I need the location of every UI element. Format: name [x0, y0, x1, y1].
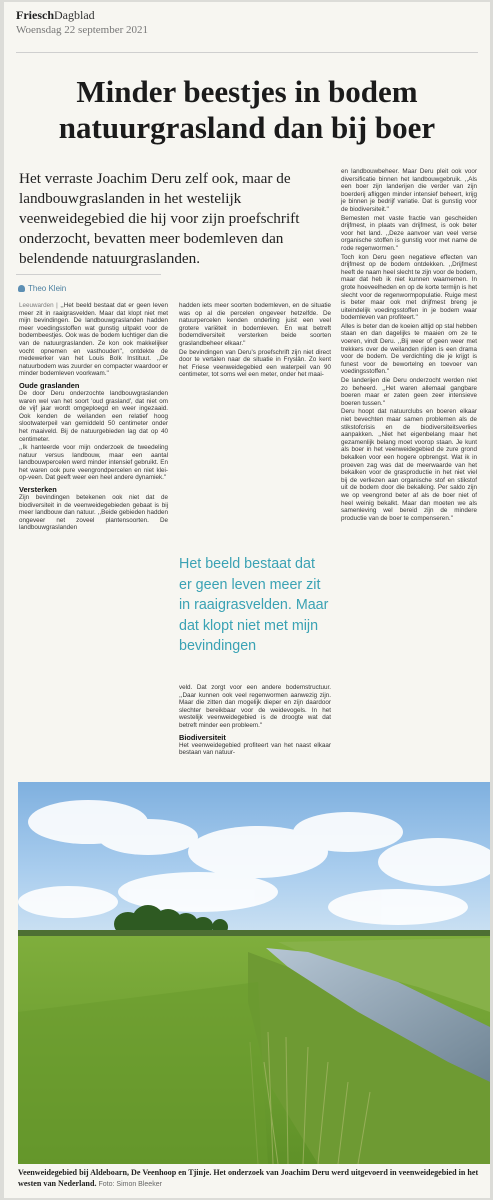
author-icon — [18, 285, 25, 292]
intro-paragraph: Het verraste Joachim Deru zelf ook, maar de landbouwgraslanden in het westelijk veenweidegebied die hij voor zijn proefschrift onderzocht, bevatten meer bodemleven dan belendende natuurgraslanden. — [19, 170, 300, 267]
dateline: Leeuwarden | — [19, 302, 61, 309]
paragraph: De door Deru onderzochte landbouwgraslanden waren wel van het soort 'oud grasland', dat niet om de vijf jaar wordt omgeploegd en weer ingezaaid. Ook kenden de weilanden een relatief hoog slootwaterpeil van gemiddeld 50 centimeter onder het maaiveld. Bij de natuurgebieden lag dat op 40 centimeter. — [19, 389, 168, 443]
headline-line-2: natuurgrasland dan bij boer — [58, 110, 436, 145]
column-1 — [19, 302, 168, 533]
paragraph: Deru hoopt dat natuurclubs en boeren elkaar niet bevechten maar samen problemen als de stikstofcrisis en de biodiversiteitsverlies aanpakken. ,,Niet het eigenbelang maar het gezamenlijk belang moet voorop staan. Je kunt als boer in het veenweidegebied de zure grond bekalken voor een hogere opbrengst. Wat ik in proeven zag was dat de meerwaarde van het bekalken voor de grasproductie in het niet viel bij de verliezen aan organische stof en stikstof uit de bodem door die bekalking. Per saldo zijn we op veengrond beter af als de boer niet of heel weinig bekalkt. Maar dan moeten we als samenleving wel bereid zijn de mindere productie van de boer te compenseren.'' — [341, 408, 477, 522]
photo-credit: Foto: Simon Bleeker — [98, 1180, 162, 1188]
subheading: Biodiversiteit — [179, 732, 226, 742]
pull-quote: Het beeld bestaat dat er geen leven meer zit in raaigrasvelden. Maar dat klopt niet met mijn bevindingen — [179, 556, 329, 654]
paragraph: Bemesten met vaste fractie van gescheiden drijfmest, in plaats van drijfmest, is ook beter voor het land. ,,Deze aanvoer van veel verse organische stoffen is gunstig voor met name de rode regenwormen.'' — [341, 214, 477, 252]
byline — [18, 284, 66, 293]
photo-caption — [18, 1168, 488, 1190]
headline-line-1: Minder beestjes in bodem — [76, 74, 418, 109]
paragraph: veld. Dat zorgt voor een andere bodemstructuur. ,,Daar kunnen ook veel regenwormen aanwezig zijn. Maar die zitten dan mogelijk dieper en zijn daardoor slechter bereikbaar voor de weidevogels. In het westelijk veenweidegebied is de droogte wat dat betreft minder een probleem.'' — [179, 684, 331, 729]
issue-date: Woensdag 22 september 2021 — [16, 24, 148, 36]
paragraph: Toch kon Deru geen negatieve effecten van drijfmest op de bodem ontdekken. ,,Drijfmest heeft de naam heel slecht te zijn voor de bodem, maar dat heb ik niet kunnen waarnemen. In grote hoeveelheden en op de korte termijn is het slecht voor de regenwormpopulatie. Ruige mest is beter maar ook met drijfmest breng je uiteindelijk voedingsstoffen in je bodem waar bodemleven van profiteert.'' — [341, 253, 477, 322]
column-2-bottom — [179, 684, 331, 758]
masthead — [16, 8, 148, 36]
foreground-grass — [18, 982, 268, 1164]
paragraph: hadden iets meer soorten bodemleven, en de situatie was op al die percelen ongeveer hetzelfde. De natuurpercelen kenden onderling juist een veel grotere variëteit in bodemleven. En wat betreft bodemdiversiteit versterken beide soorten graslandbeheer elkaar.'' — [179, 302, 331, 347]
author-name: Theo Klein — [28, 284, 67, 293]
byline-rule — [16, 274, 161, 275]
column-2-top — [179, 302, 331, 380]
paragraph: De bevindingen van Deru's proefschrift zijn niet direct door te vertalen naar de situatie in Fryslân. Zo kent het Friese veenweidegebied een waterpeil van 90 centimeter, tot soms wel een meter, onder het maai- — [179, 348, 331, 379]
paragraph: Alles is beter dan de koeien altijd op stal hebben staan en dan dagelijks te maaien om ze te voeren, vindt Deru. ,,Bij weer of geen weer met trekkers over de weilanden rijden is een drama voor de bodem. De verdichting die je krijgt is funest voor de bewortelng en toevoer van voedingsstoffen.'' — [341, 322, 477, 376]
top-rule — [16, 52, 478, 53]
article-photo — [18, 782, 490, 1164]
paragraph: en landbouwbeheer. Maar Deru pleit ook voor diversificatie binnen het landbouwgebruik. ,,Als een boer zijn landerijen die verder van zijn boerderij afliggen minder intensief beheert, krijg je binnen je bedrijf variatie. Dat is gunstig voor de biodiversiteit.'' — [341, 168, 477, 213]
column-3 — [341, 168, 477, 523]
paragraph — [19, 302, 168, 378]
paragraph: ,,Ik hanteerde voor mijn onderzoek de tweedeling natuur versus landbouw, maar een aantal landbouwpercelen werd minder intensief gebruikt. En het waren ook pure veengrondpercelen en niet klei-op-veen. Dat geeft weer een heel andere dynamiek.'' — [19, 444, 168, 482]
landscape-photo — [18, 782, 490, 1164]
paper-name-rest: Dagblad — [54, 8, 95, 22]
newspaper-page — [4, 2, 490, 1198]
paragraph: Het veenweidegebied profiteert van het naast elkaar bestaan van natuur- — [179, 741, 331, 757]
headline — [4, 74, 490, 146]
caption-text: Veenweidegebied bij Aldeboarn, De Veenhoop en Tjinje. Het onderzoek van Joachim Deru werd uitgevoerd in veenweidegebied in het westen van Nederland. — [18, 1168, 479, 1188]
paragraph: De landerijen die Deru onderzocht werden niet zo beheerd. ,,Het waren allemaal gangbare boeren maar er zaten geen zeer intensieve boeren tussen.'' — [341, 377, 477, 407]
paper-name-bold: Friesch — [16, 8, 54, 22]
paragraph: Zijn bevindingen betekenen ook niet dat de biodiversiteit in de veenweidegebieden gebaat is bij meer landbouw dan natuur. ,,Beide gebieden hadden ongeveer net zoveel plantensoorten. De landbouwgraslanden — [19, 494, 168, 532]
paragraph-text: ,,Het beeld bestaat dat er geen leven meer zit in raaigrasvelden. Maar dat klopt niet met mijn bevindingen. De landbouwgraslanden hadden meer voedingsstoffen wat gunstig uitpakt voor de bodembeestjes. Ook was de bodem luchtiger dan die van de natuurgraslanden. Ze kon ook makkelijker vocht opnemen en vasthouden'', ontdekte de medewerker van het Louis Bolk Instituut. ,,De natuurbodem was zuurder en compacter waardoor er minder bodemleven voorkwam.'' — [19, 302, 168, 378]
subheading: Versterken — [19, 485, 57, 495]
subheading: Oude graslanden — [19, 380, 80, 390]
paper-name — [16, 8, 148, 23]
